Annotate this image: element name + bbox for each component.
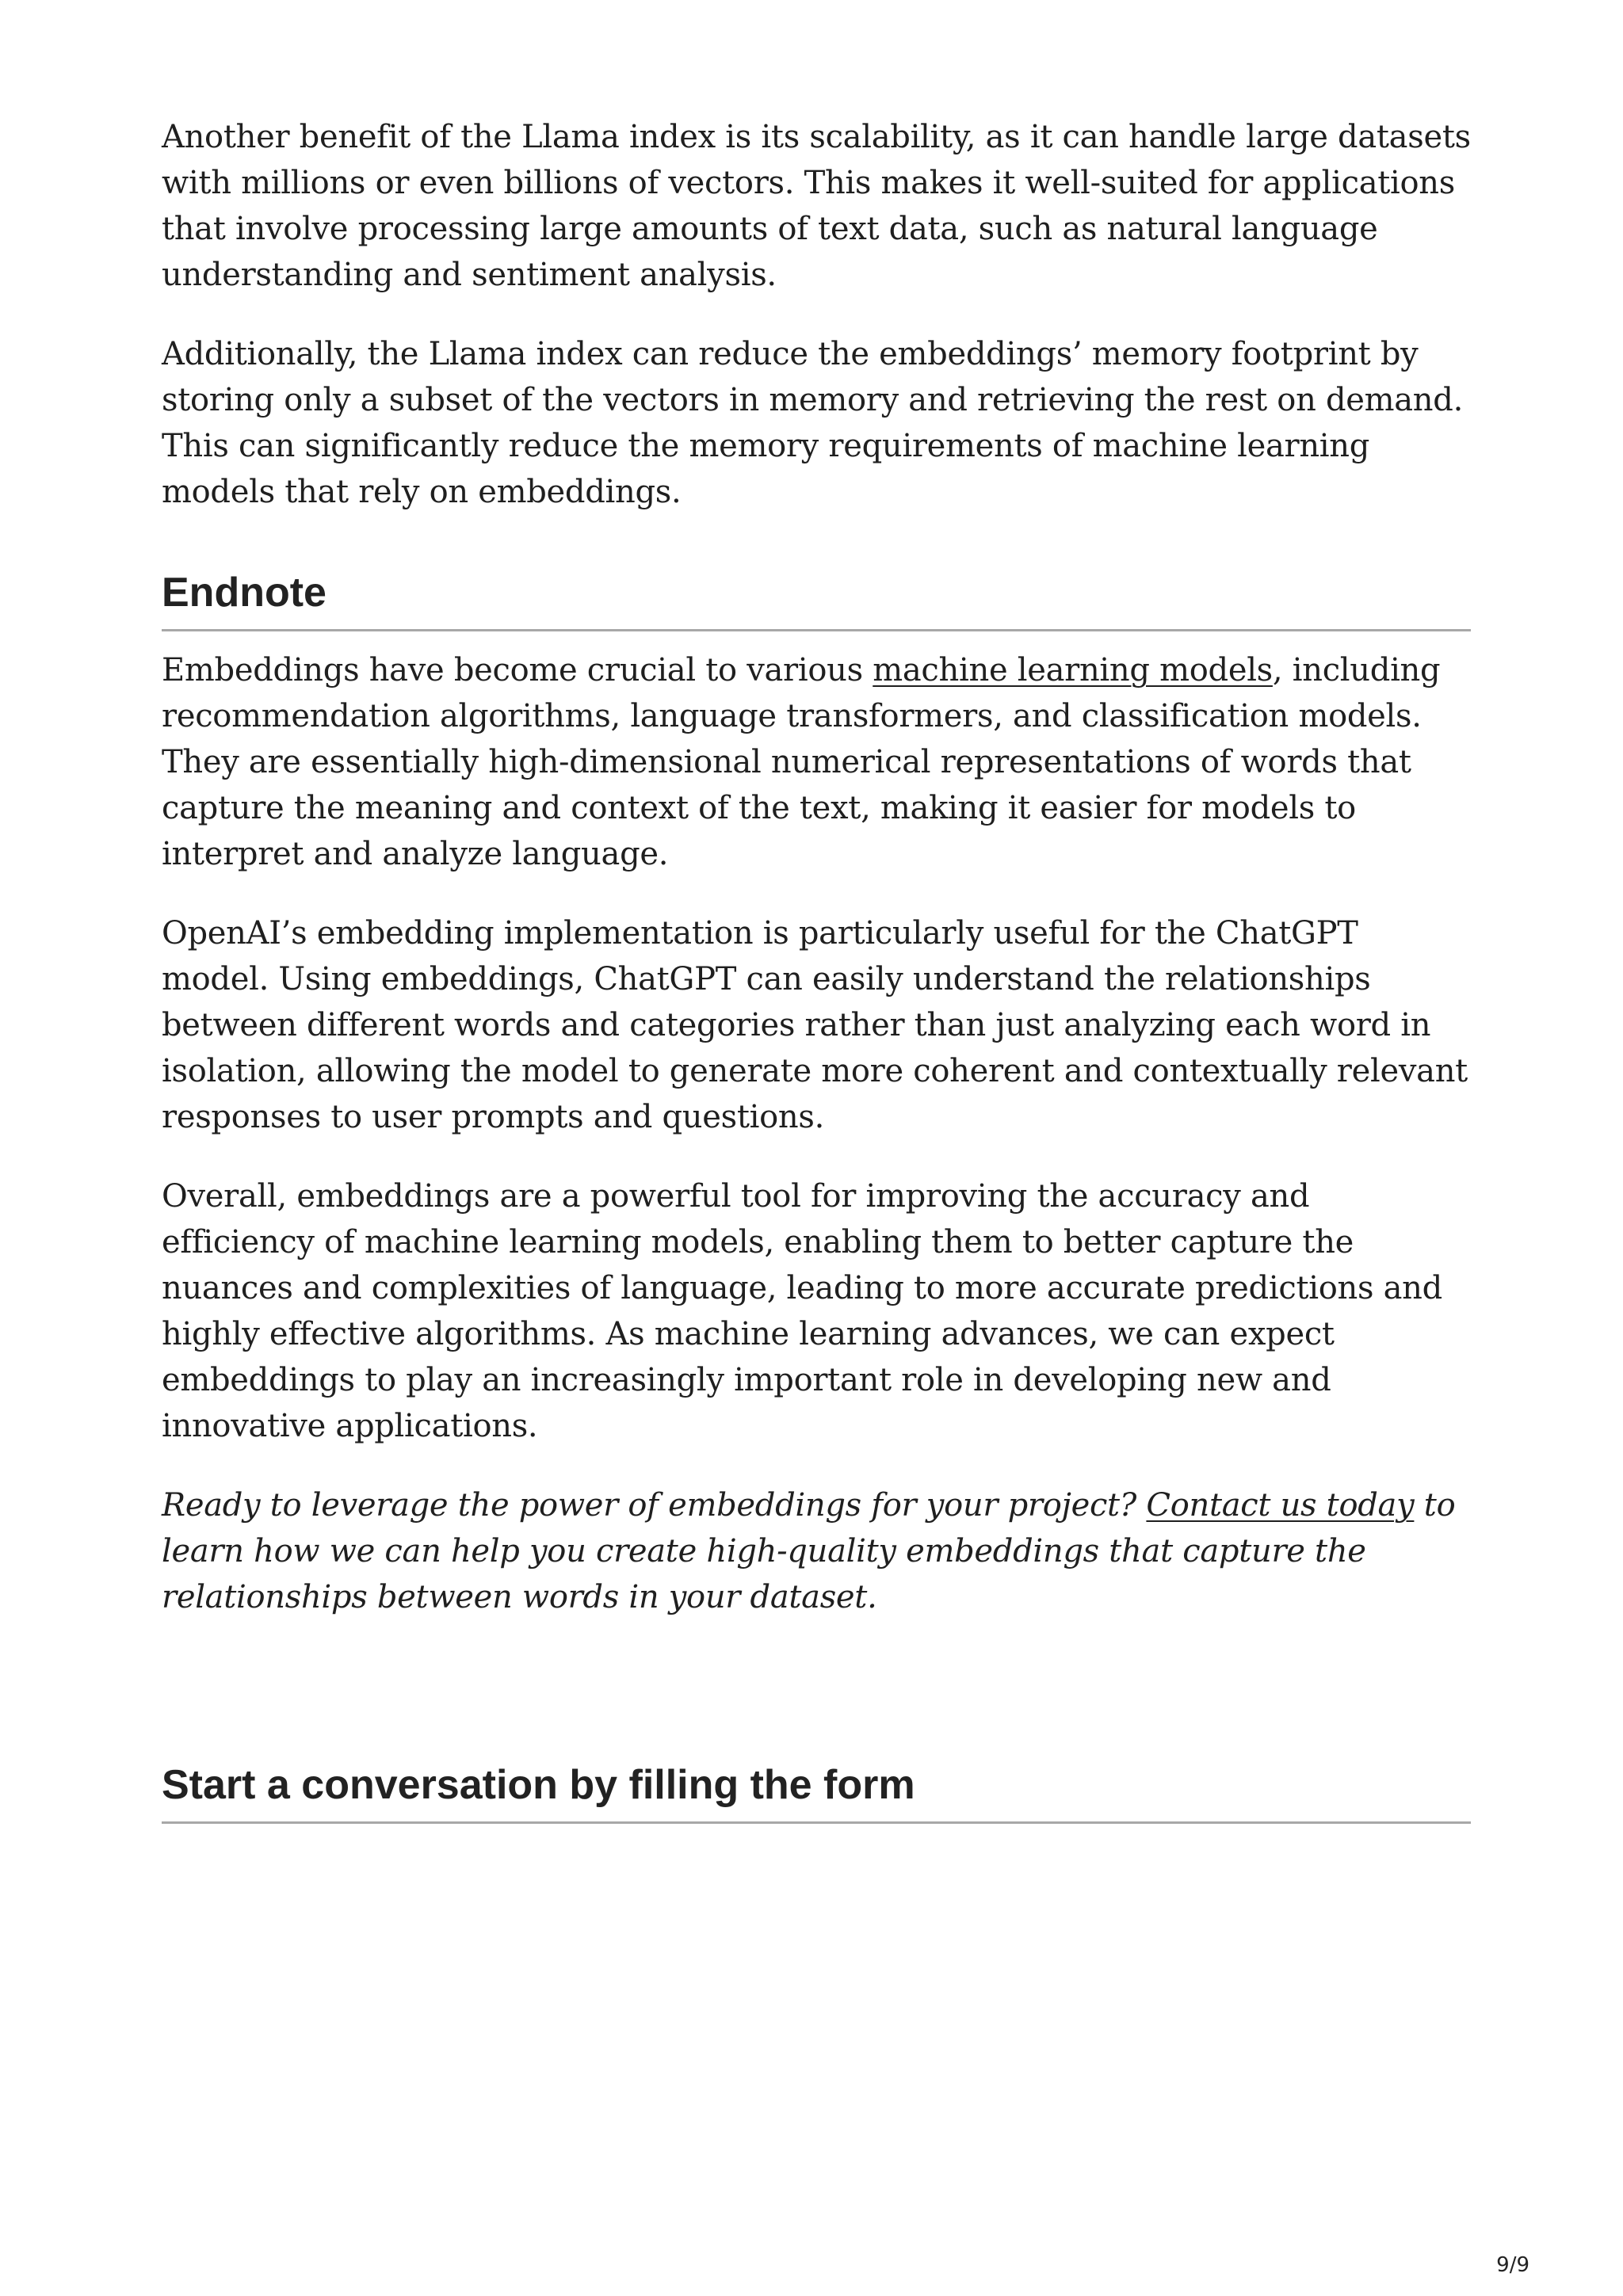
paragraph-text: , including recommendation algorithms, language transformers, and classification models. They are essentially high-dimensional numerical representations of words that capture the meaning and context of the text, making it easier for models to interpret and analyze language.: [162, 652, 1441, 872]
form-heading: Start a conversation by filling the form: [162, 1760, 1471, 1824]
paragraph-text: Embeddings have become crucial to various: [162, 652, 873, 688]
paragraph-openai-embedding: OpenAI’s embedding implementation is particularly useful for the ChatGPT model. Using embeddings, ChatGPT can easily understand the relationships between different words and categories rather than just analyzing each word in isolation, allowing the model to generate more coherent and contextually relevant responses to user prompts and questions.: [162, 915, 1468, 1135]
machine-learning-models-link[interactable]: machine learning models: [873, 652, 1273, 688]
article-body: [162, 114, 1471, 1824]
cta-text: Ready to leverage the power of embeddings for your project?: [162, 1487, 1147, 1524]
paragraph-embeddings-crucial: [162, 647, 1471, 877]
paragraph-llama-memory: Additionally, the Llama index can reduce the embeddings’ memory footprint by storing only a subset of the vectors in memory and retrieving the rest on demand. This can significantly reduce the memory requirements of machine learning models that rely on embeddings.: [162, 336, 1463, 510]
page-number: 9/9: [1496, 2253, 1529, 2277]
contact-us-link[interactable]: Contact us today: [1146, 1487, 1415, 1524]
paragraph-llama-scalability: Another benefit of the Llama index is its scalability, as it can handle large datasets with millions or even billions of vectors. This makes it well-suited for applications that involve processing large amounts of text data, such as natural language understanding and sentiment analysis.: [162, 119, 1471, 293]
endnote-heading: Endnote: [162, 567, 1471, 631]
call-to-action: [162, 1482, 1471, 1620]
cta-text: to learn how we can help you create high-quality embeddings that capture the relationships between words in your dataset.: [162, 1487, 1456, 1615]
paragraph-overall: Overall, embeddings are a powerful tool for improving the accuracy and efficiency of machine learning models, enabling them to better capture the nuances and complexities of language, leading to more accurate predictions and highly effective algorithms. As machine learning advances, we can expect embeddings to play an increasingly important role in developing new and innovative applications.: [162, 1178, 1442, 1444]
